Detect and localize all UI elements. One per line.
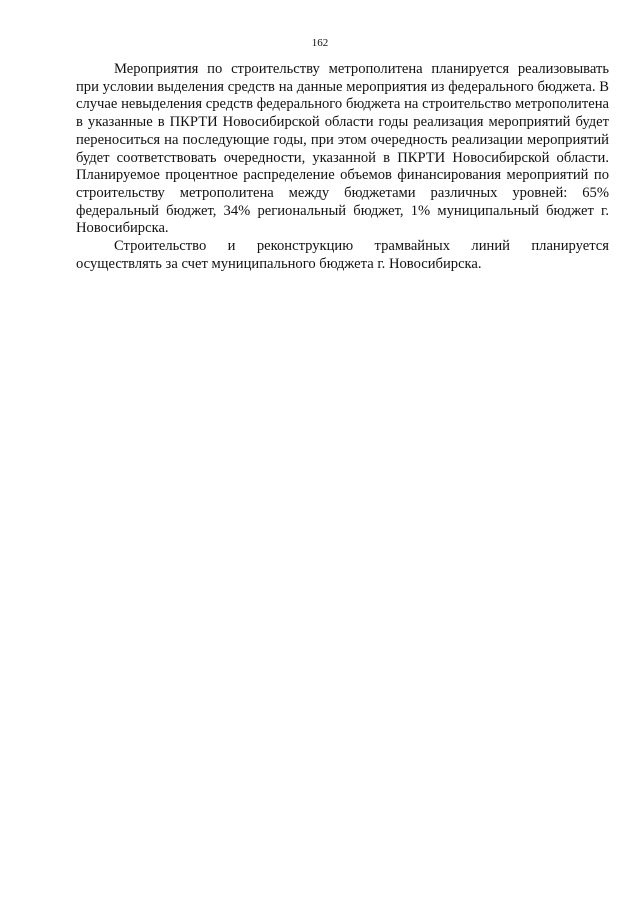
paragraph-metro-funding: Мероприятия по строительству метрополитена планируется реализовывать при условии выделения средств на данные мероприятия из федерального бюджета. В случае невыделения средств федерального бюджета на строительство метрополитена в указанные в ПКРТИ Новосибирской области годы реализация мероприятий будет переноситься на последующие годы, при этом очередность реализации мероприятий будет соответствовать очередности, указанной в ПКРТИ Новосибирской области. Планируемое процентное распределение объемов финансирования мероприятий по строительству метрополитена между бюджетами различных уровней: 65% федеральный бюджет, 34% региональный бюджет, 1% муниципальный бюджет г. Новосибирска.: [76, 61, 609, 237]
document-body: [76, 61, 609, 273]
page-number: 162: [311, 37, 329, 49]
paragraph-tram-lines: Строительство и реконструкцию трамвайных линий планируется осуществлять за счет муниципального бюджета г. Новосибирска.: [76, 238, 609, 272]
